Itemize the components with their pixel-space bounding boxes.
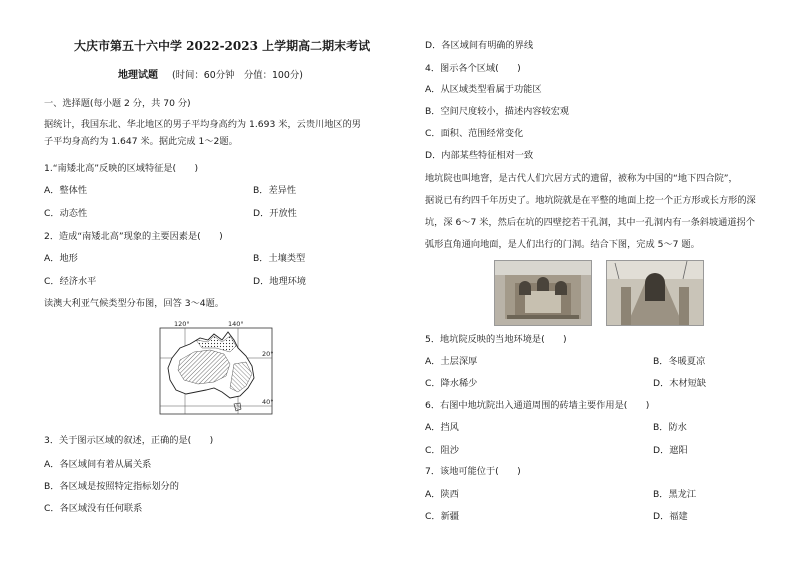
section-heading: 一、选择题(每小题 2 分，共 70 分) <box>44 98 191 109</box>
passage-text: 坑，深 6～7 米，然后在坑的四壁挖若干孔洞，其中一孔洞内有一条斜坡通道拐个 <box>425 217 755 228</box>
question-7: 7．该地可能位于( ) <box>425 466 521 477</box>
option: A．土层深厚 <box>425 356 478 367</box>
option: D．开放性 <box>253 208 297 219</box>
lon-label: 140° <box>228 320 244 328</box>
intro-text: 据统计，我国东北、华北地区的男子平均身高约为 1.693 米，云贵川地区的男 <box>44 119 361 130</box>
question-2: 2．造成“南矮北高”现象的主要因素是( ) <box>44 231 223 242</box>
exam-subtitle <box>118 70 303 82</box>
option: B．差异性 <box>253 185 297 196</box>
option: D．各区域间有明确的界线 <box>425 40 534 51</box>
time-score-note: (时间：60分钟 分值：100分) <box>172 70 303 81</box>
lat-label: 40° <box>262 398 274 406</box>
option: B．空间尺度较小，描述内容较宏观 <box>425 106 570 117</box>
option: D．地理环境 <box>253 276 307 287</box>
option: D．遮阳 <box>653 445 688 456</box>
option: B．各区域是按照特定指标划分的 <box>44 481 179 492</box>
option: A．陕西 <box>425 489 459 500</box>
option: C．降水稀少 <box>425 378 478 389</box>
option: D．木材短缺 <box>653 378 707 389</box>
question-3: 3．关于图示区域的叙述，正确的是( ) <box>44 435 214 446</box>
option: C．面积、范围经常变化 <box>425 128 524 139</box>
option: A．各区域间有着从属关系 <box>44 459 152 470</box>
option: D．福建 <box>653 511 688 522</box>
intro-text: 子平均身高约为 1.647 米。据此完成 1～2题。 <box>44 136 238 147</box>
question-1: 1.“南矮北高”反映的区域特征是( ) <box>44 163 199 174</box>
dikengyuan-photo-1 <box>494 260 592 326</box>
map-intro: 读澳大利亚气候类型分布图，回答 3～4题。 <box>44 298 224 309</box>
option: A．地形 <box>44 253 78 264</box>
option: B．黑龙江 <box>653 489 697 500</box>
subject-name: 地理试题 <box>118 70 158 81</box>
question-4: 4．图示各个区域( ) <box>425 63 521 74</box>
passage-text: 弧形直角通向地面，是人们出行的门洞。结合下图，完成 5～7 题。 <box>425 239 700 250</box>
option: C．阻沙 <box>425 445 459 456</box>
option: C．经济水平 <box>44 276 97 287</box>
passage-text: 据说已有约四千年历史了。地坑院就是在平整的地面上挖一个正方形或长方形的深 <box>425 195 756 206</box>
lon-label: 120° <box>174 320 190 328</box>
option: C．各区域没有任何联系 <box>44 503 143 514</box>
dikengyuan-photo-2 <box>606 260 704 326</box>
passage-text: 地坑院也叫地窨，是古代人们穴居方式的遗留，被称为中国的“地下四合院”， <box>425 173 738 184</box>
lat-label: 20° <box>262 350 274 358</box>
option: A．整体性 <box>44 185 88 196</box>
option: B．冬暖夏凉 <box>653 356 706 367</box>
option: D．内部某些特征相对一致 <box>425 150 534 161</box>
option: A．挡风 <box>425 422 459 433</box>
option: B．土壤类型 <box>253 253 306 264</box>
option: C．动态性 <box>44 208 88 219</box>
australia-climate-map <box>150 318 284 418</box>
page-title: 大庆市第五十六中学 2022-2023 上学期高二期末考试 <box>74 39 371 53</box>
question-5: 5．地坑院反映的当地环境是( ) <box>425 334 567 345</box>
option: C．新疆 <box>425 511 459 522</box>
option: B．防水 <box>653 422 687 433</box>
option: A．从区域类型看属于功能区 <box>425 84 542 95</box>
question-6: 6．右图中地坑院出入通道周围的砖墙主要作用是( ) <box>425 400 650 411</box>
